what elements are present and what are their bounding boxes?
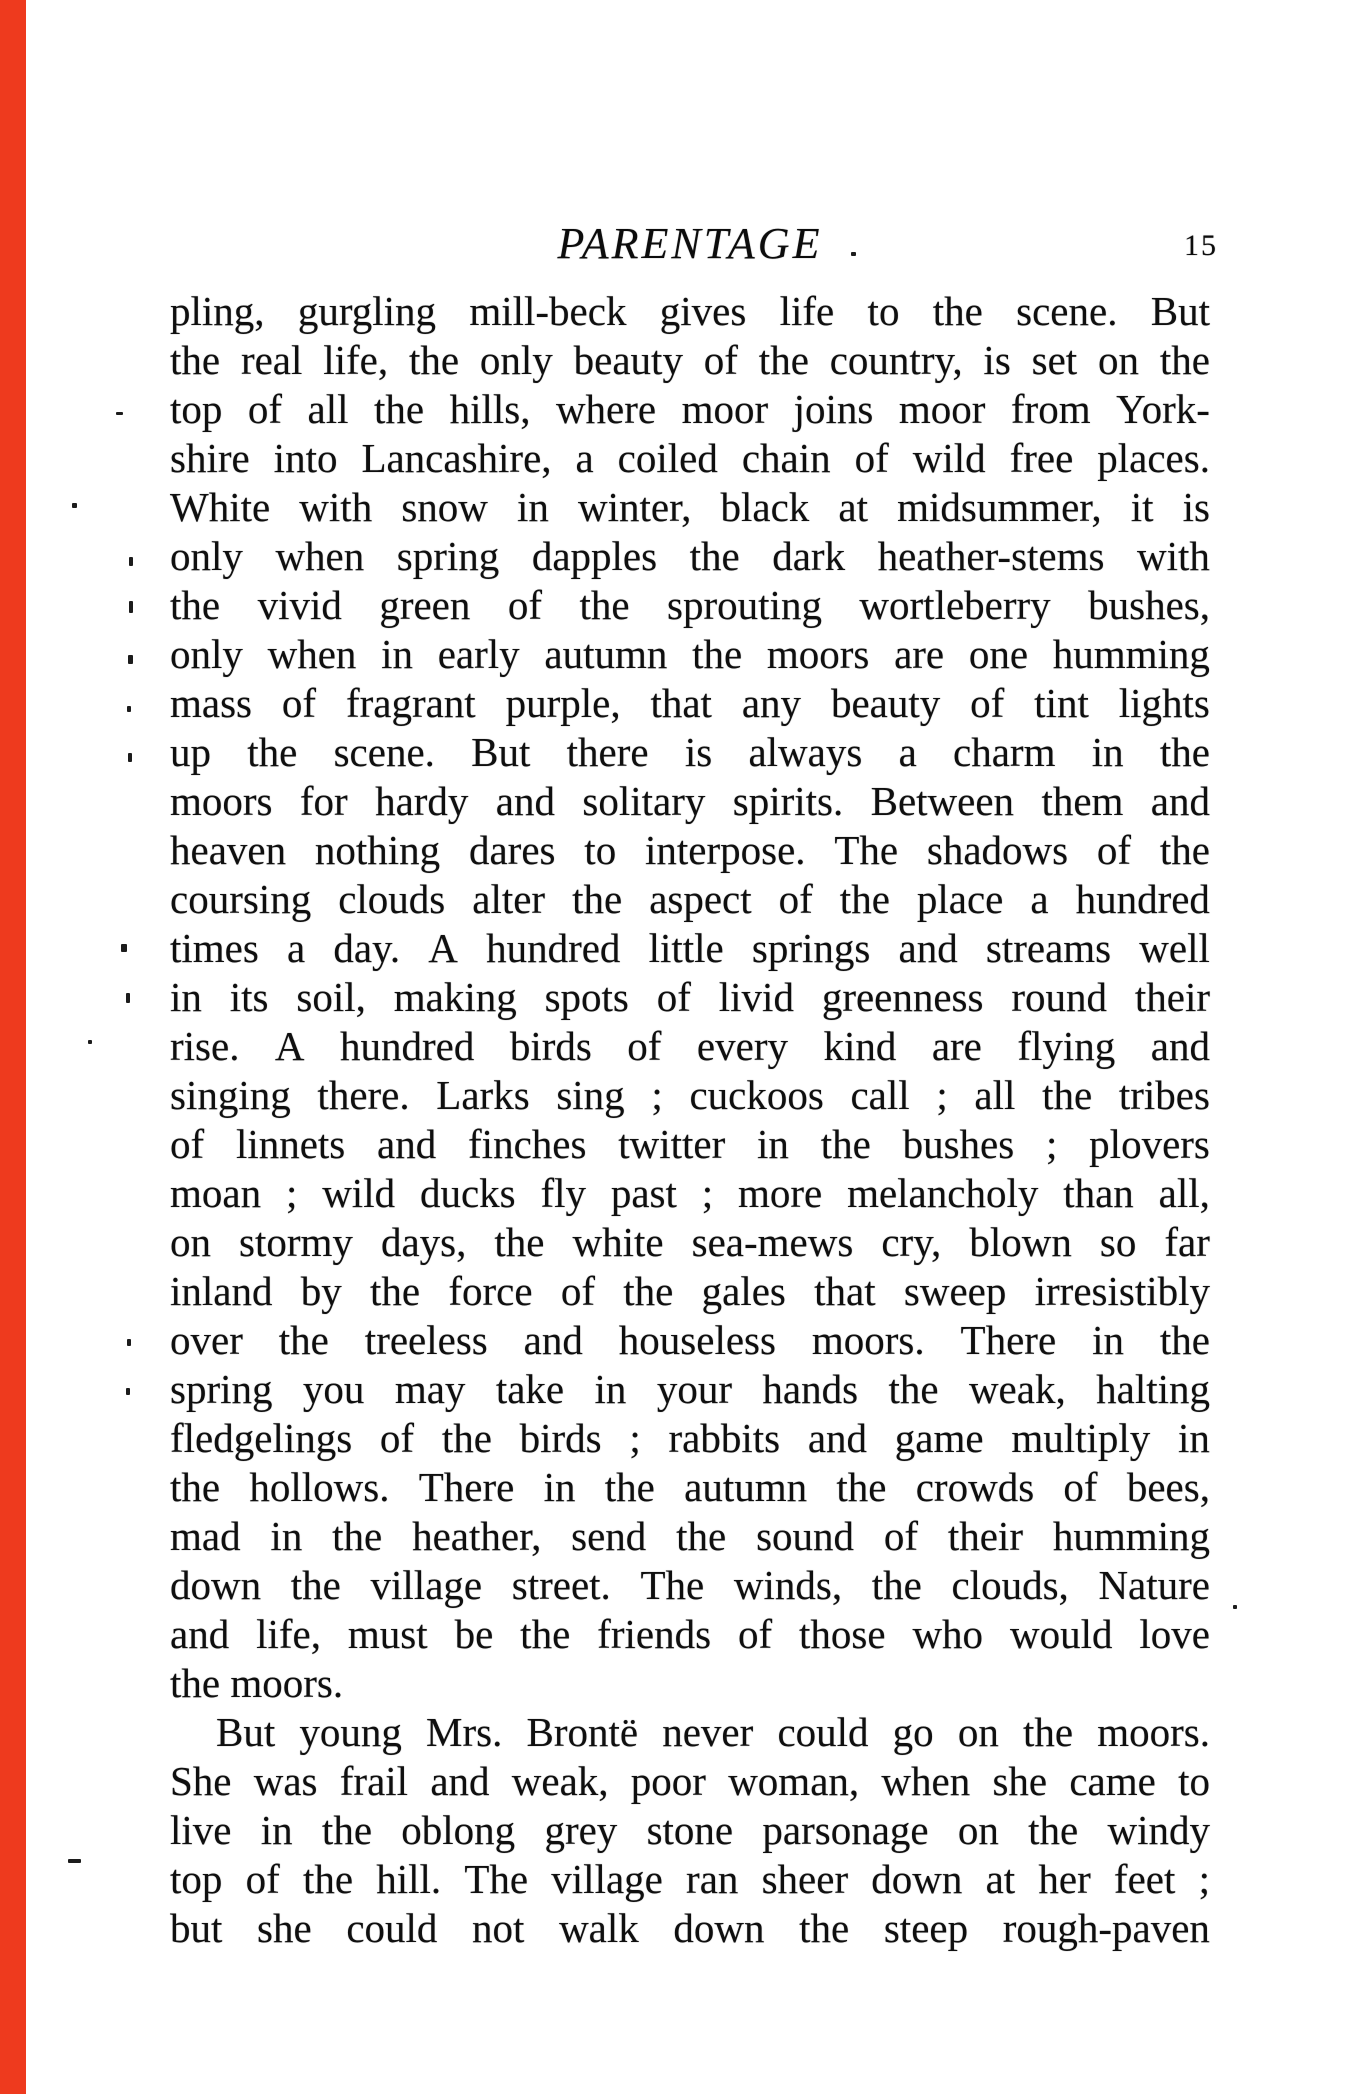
ink-speck [126,993,130,1003]
text-line: White with snow in winter, black at midsummer, it is [170,484,1210,530]
text-line: the moors. [170,1660,344,1706]
text-line: in its soil, making spots of livid greenness round their [170,974,1210,1020]
text-line: coursing clouds alter the aspect of the place a hundred [170,876,1210,922]
text-line: the hollows. There in the autumn the crowds of bees, [170,1464,1210,1510]
text-line: pling, gurgling mill-beck gives life to the scene. But [170,288,1210,334]
text-line: of linnets and finches twitter in the bushes ; plovers [170,1121,1210,1167]
text-line: rise. A hundred birds of every kind are flying and [170,1023,1210,1069]
text-line: the real life, the only beauty of the country, is set on the [170,337,1210,383]
ink-speck [88,1040,92,1044]
text-line: moors for hardy and solitary spirits. Between them and [170,778,1210,824]
text-line: the vivid green of the sprouting wortleberry bushes, [170,582,1210,628]
text-line: down the village street. The winds, the clouds, Nature [170,1562,1210,1608]
ink-speck [128,655,133,664]
text-line: But young Mrs. Brontë never could go on the moors. [216,1709,1210,1755]
text-line: only when in early autumn the moors are one humming [170,631,1210,677]
text-line: but she could not walk down the steep rough-paven [170,1905,1210,1951]
ink-speck [129,557,133,566]
text-line: top of all the hills, where moor joins moor from York- [170,386,1210,432]
text-line: She was frail and weak, poor woman, when she came to [170,1758,1210,1804]
book-edge-stripe [0,0,26,2094]
text-line: up the scene. But there is always a charm in the [170,729,1210,775]
text-line: mad in the heather, send the sound of their humming [170,1513,1210,1559]
running-header-title: PARENTAGE [557,219,823,268]
ink-speck [126,1388,130,1395]
ink-speck [1233,1605,1237,1609]
text-line: only when spring dapples the dark heather-stems with [170,533,1210,579]
text-line: mass of fragrant purple, that any beauty of tint lights [170,680,1210,726]
page-number: 15 [1184,229,1218,262]
body-text [170,287,1210,1953]
text-line: live in the oblong grey stone parsonage on the windy [170,1807,1210,1853]
ink-speck [851,252,856,256]
text-line: moan ; wild ducks fly past ; more melancholy than all, [170,1170,1210,1216]
ink-speck [127,706,131,712]
ink-speck [129,601,133,613]
text-line: and life, must be the friends of those who would love [170,1611,1210,1657]
text-line: singing there. Larks sing ; cuckoos call ; all the tribes [170,1072,1210,1118]
text-line: heaven nothing dares to interpose. The shadows of the [170,827,1210,873]
text-line: shire into Lancashire, a coiled chain of wild free places. [170,435,1210,481]
ink-speck [128,753,132,762]
ink-speck [121,944,127,952]
ink-speck [116,412,123,415]
text-line: over the treeless and houseless moors. There in the [170,1317,1210,1363]
ink-speck [68,1859,81,1863]
ink-speck [72,503,77,508]
ink-speck [127,1339,131,1346]
text-line: spring you may take in your hands the weak, halting [170,1366,1210,1412]
text-line: fledgelings of the birds ; rabbits and game multiply in [170,1415,1210,1461]
text-line: top of the hill. The village ran sheer down at her feet ; [170,1856,1210,1902]
text-line: times a day. A hundred little springs and streams well [170,925,1210,971]
text-line: inland by the force of the gales that sweep irresistibly [170,1268,1210,1314]
text-line: on stormy days, the white sea-mews cry, blown so far [170,1219,1210,1265]
